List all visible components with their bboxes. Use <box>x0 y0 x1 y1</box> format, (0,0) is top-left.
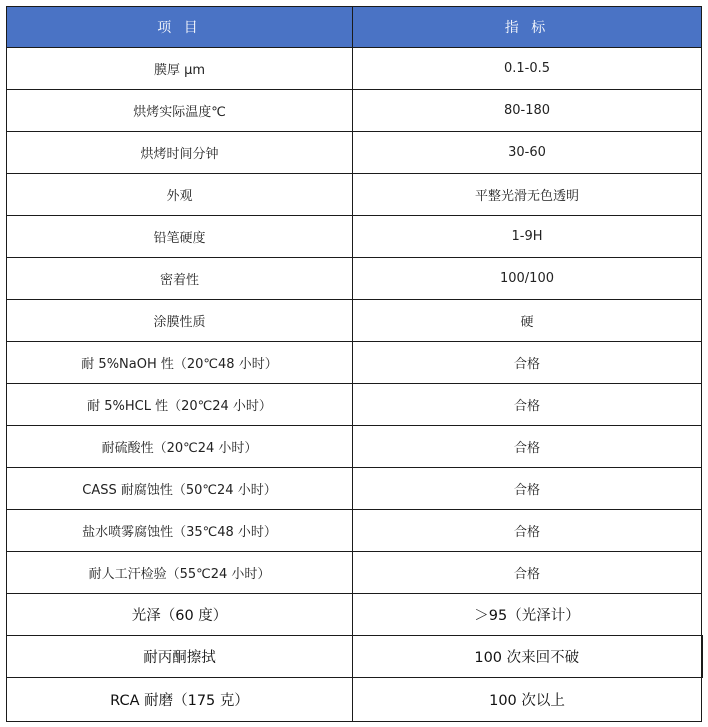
table-row <box>7 678 702 722</box>
table-row <box>7 426 702 468</box>
row-item: 耐 5%NaOH 性（20℃48 小时） <box>7 342 353 384</box>
header-spec: 指 标 <box>353 7 702 48</box>
row-value: 硬 <box>353 300 702 342</box>
row-value: 100 次以上 <box>353 678 702 722</box>
table-row <box>7 216 702 258</box>
row-item: 外观 <box>7 174 353 216</box>
row-value: 100/100 <box>353 258 702 300</box>
row-item: RCA 耐磨（175 克） <box>7 678 353 722</box>
row-item: 耐人工汗检验（55℃24 小时） <box>7 552 353 594</box>
table-row <box>7 510 702 552</box>
row-item: 耐硫酸性（20℃24 小时） <box>7 426 353 468</box>
row-value: 合格 <box>353 426 702 468</box>
table-row <box>7 132 702 174</box>
row-value: 平整光滑无色透明 <box>353 174 702 216</box>
row-item: 烘烤实际温度℃ <box>7 90 353 132</box>
row-item: 盐水喷雾腐蚀性（35℃48 小时） <box>7 510 353 552</box>
header-item: 项 目 <box>7 7 353 48</box>
row-item: 耐 5%HCL 性（20℃24 小时） <box>7 384 353 426</box>
row-value: 1-9H <box>353 216 702 258</box>
table-row <box>7 300 702 342</box>
row-item: 涂膜性质 <box>7 300 353 342</box>
row-value: 30-60 <box>353 132 702 174</box>
row-value: 合格 <box>353 468 702 510</box>
table-row <box>7 174 702 216</box>
row-value: 合格 <box>353 510 702 552</box>
row-item: 耐丙酮擦拭 <box>7 636 353 678</box>
row-value: 80-180 <box>353 90 702 132</box>
table-row <box>7 48 702 90</box>
spec-table <box>6 6 703 722</box>
row-item: 铅笔硬度 <box>7 216 353 258</box>
table-row <box>7 636 702 678</box>
row-value: 合格 <box>353 342 702 384</box>
table-header-row <box>7 7 702 48</box>
row-item: 烘烤时间分钟 <box>7 132 353 174</box>
table-row <box>7 90 702 132</box>
row-value: 合格 <box>353 552 702 594</box>
table-row <box>7 342 702 384</box>
row-item: 密着性 <box>7 258 353 300</box>
row-value: ＞95（光泽计） <box>353 594 702 636</box>
row-value: 0.1-0.5 <box>353 48 702 90</box>
row-value: 合格 <box>353 384 702 426</box>
table-row <box>7 258 702 300</box>
table-row <box>7 594 702 636</box>
table-row <box>7 384 702 426</box>
table-row <box>7 468 702 510</box>
row-value: 100 次来回不破 <box>353 636 702 678</box>
row-item: 光泽（60 度） <box>7 594 353 636</box>
row-item: CASS 耐腐蚀性（50℃24 小时） <box>7 468 353 510</box>
row-item: 膜厚 μm <box>7 48 353 90</box>
table-row <box>7 552 702 594</box>
spec-sheet <box>6 6 701 722</box>
